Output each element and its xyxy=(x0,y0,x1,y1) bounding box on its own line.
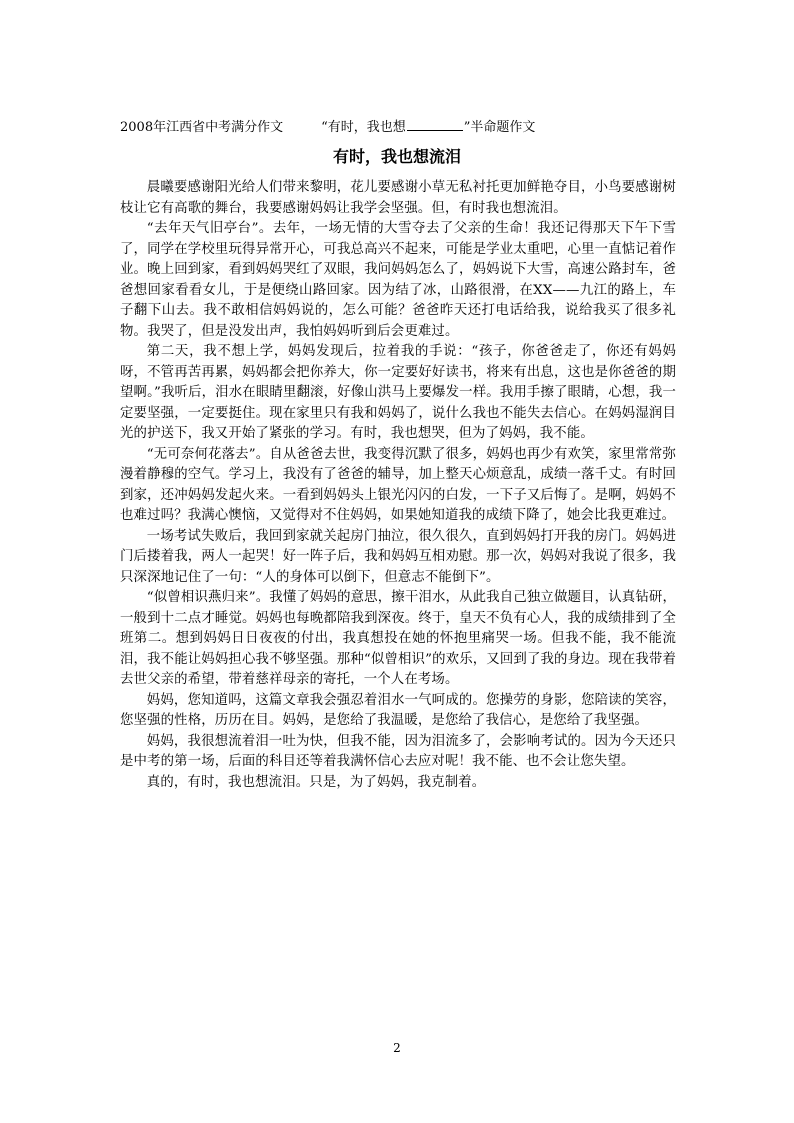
paragraph: “无可奈何花落去”。自从爸爸去世，我变得沉默了很多，妈妈也再少有欢笑，家里常常弥漫着静穆的空气。学习上，我没有了爸爸的辅导，加上整天心烦意乱，成绩一落千丈。有时回到家，还冲妈妈发起火来。一看到妈妈头上银光闪闪的白发，一下子又后悔了。是啊，妈妈不也难过吗？我满心懊恼，又觉得对不住妈妈，如果她知道我的成绩下降了，她会比我更难过。 xyxy=(120,446,676,523)
essay-body xyxy=(120,178,676,793)
paragraph: 真的，有时，我也想流泪。只是，为了妈妈，我克制着。 xyxy=(146,774,486,790)
paragraph: 妈妈，我很想流着泪一吐为快，但我不能，因为泪流多了，会影响考试的。因为今天还只是中考的第一场，后面的科目还等着我满怀信心去应对呢！我不能、也不会让您失望。 xyxy=(120,733,676,769)
paragraph: “似曾相识燕归来”。我懂了妈妈的意思，擦干泪水，从此我自己独立做题目，认真钻研，一般到十二点才睡觉。妈妈也每晚都陪我到深夜。终于，皇天不负有心人，我的成绩排到了全班第二。想到妈妈日日夜夜的付出，我真想投在她的怀抱里痛哭一场。但我不能，我不能流泪，我不能让妈妈担心我不够坚强。那种“似曾相识”的欢乐，又回到了我的身边。现在我带着去世父亲的希望，带着慈祥母亲的寄托，一个人在考场。 xyxy=(120,590,676,687)
paragraph: 第二天，我不想上学，妈妈发现后，拉着我的手说：“孩子，你爸爸走了，你还有妈妈呀，不管再苦再累，妈妈都会把你养大，你一定要好好读书，将来有出息，这也是你爸爸的期望啊。”我听后，泪水在眼睛里翻滚，好像山洪马上要爆发一样。我用手擦了眼睛，心想，我一定要坚强，一定要挺住。现在家里只有我和妈妈了，说什么我也不能失去信心。在妈妈湿润目光的护送下，我又开始了紧张的学习。有时，我也想哭，但为了妈妈，我不能。 xyxy=(120,344,676,441)
essay-source: 2008年江西省中考满分作文 xyxy=(120,120,284,135)
page-number: 2 xyxy=(393,1041,401,1055)
paragraph: 妈妈，您知道吗，这篇文章我会强忍着泪水一气呵成的。您操劳的身影，您陪读的笑容，您坚强的性格，历历在目。妈妈，是您给了我温暖，是您给了我信心，是您给了我坚强。 xyxy=(120,692,676,728)
paragraph: “去年天气旧亭台”。去年，一场无情的大雪夺去了父亲的生命！我还记得那天下午下雪了，同学在学校里玩得异常开心，可我总高兴不起来，可能是学业太重吧，心里一直惦记着作业。晚上回到家，看到妈妈哭红了双眼，我问妈妈怎么了，妈妈说下大雪，高速公路封车，爸爸想回家看看女儿，于是便绕山路回家。因为结了冰，山路很滑，在XX——九江的路上，车子翻下山去。我不敢相信妈妈说的，怎么可能？爸爸昨天还打电话给我，说给我买了很多礼物。我哭了，但是没发出声，我怕妈妈听到后会更难过。 xyxy=(120,221,676,339)
essay-prompt-start: “有时，我也想 xyxy=(321,120,406,135)
essay-header xyxy=(120,119,680,136)
prompt-blank xyxy=(407,119,463,131)
paragraph: 一场考试失败后，我回到家就关起房门抽泣，很久很久，直到妈妈打开我的房门。妈妈进门后搂着我，两人一起哭！好一阵子后，我和妈妈互相劝慰。那一次，妈妈对我说了很多，我只深深地记住了一句：“人的身体可以倒下，但意志不能倒下”。 xyxy=(120,528,676,585)
paragraph: 晨曦要感谢阳光给人们带来黎明，花儿要感谢小草无私衬托更加鲜艳夺目，小鸟要感谢树枝让它有高歌的舞台，我要感谢妈妈让我学会坚强。但，有时我也想流泪。 xyxy=(120,180,676,216)
essay-prompt-end: ”半命题作文 xyxy=(463,120,536,135)
essay-title: 有时，我也想流泪 xyxy=(332,147,461,166)
